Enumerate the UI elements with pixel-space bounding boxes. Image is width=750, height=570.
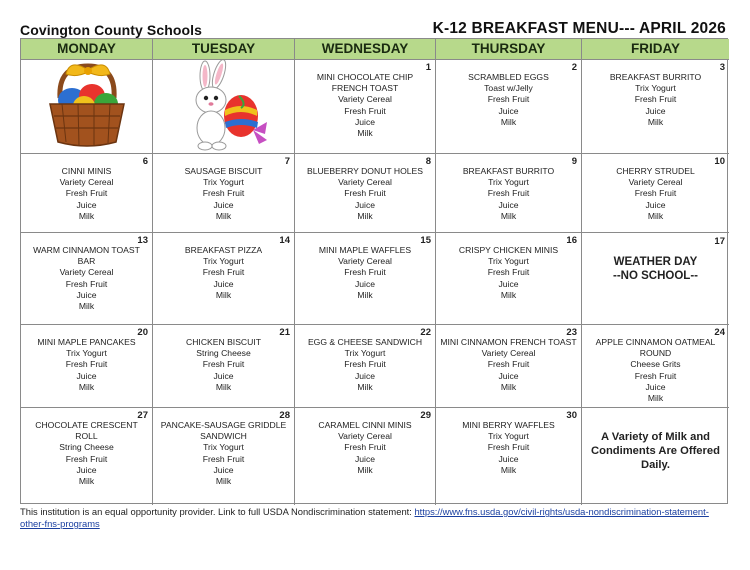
main-entree: BREAKFAST BURRITO <box>609 72 702 82</box>
menu-item: Juice <box>498 370 519 381</box>
menu-item: Fresh Fruit <box>487 359 530 370</box>
menu-item: Variety Cereal <box>338 431 392 442</box>
day-cell-27 <box>21 408 153 505</box>
menu-item: Juice <box>76 370 97 381</box>
menu-item: Fresh Fruit <box>65 453 108 464</box>
easter-bunny-icon <box>169 60 279 152</box>
menu-item: Trix Yogurt <box>635 83 676 94</box>
menu-item: Fresh Fruit <box>634 188 677 199</box>
menu-item: Juice <box>213 199 234 210</box>
menu-item: Variety Cereal <box>628 177 683 188</box>
menu-item: Fresh Fruit <box>202 453 245 464</box>
menu-item: Fresh Fruit <box>344 188 386 199</box>
day-number: 17 <box>714 236 725 247</box>
main-entree: CHICKEN BISCUIT <box>186 337 261 347</box>
day-number: 21 <box>279 327 290 338</box>
main-entree: APPLE CINNAMON OATMEAL ROUND <box>595 337 716 359</box>
menu-item: Juice <box>213 464 234 475</box>
menu-item: Trix Yogurt <box>203 256 244 267</box>
menu-item: Milk <box>215 289 232 300</box>
menu-item: Milk <box>215 476 232 487</box>
menu-item: Fresh Fruit <box>634 94 677 105</box>
menu-item: Juice <box>213 278 234 289</box>
main-entree: MINI MAPLE PANCAKES <box>37 337 136 347</box>
menu-item: Variety Cereal <box>59 267 114 278</box>
menu-item: Fresh Fruit <box>344 105 386 116</box>
menu-item: Fresh Fruit <box>487 188 530 199</box>
day-cell-16 <box>436 233 582 325</box>
main-entree: CARAMEL CINNI MINIS <box>318 420 412 430</box>
day-cell-1 <box>295 60 436 154</box>
day-number: 10 <box>714 156 725 167</box>
day-cell-24 <box>582 325 729 408</box>
menu-item: Trix Yogurt <box>203 442 244 453</box>
day-number: 28 <box>279 410 290 421</box>
day-number: 13 <box>137 235 148 246</box>
menu-item: Juice <box>645 199 666 210</box>
menu-item: Variety Cereal <box>338 256 392 267</box>
easter-bunny-cell <box>153 60 295 154</box>
menu-item: Milk <box>500 381 517 392</box>
menu-item: Milk <box>357 289 373 300</box>
usda-link[interactable]: https://www.fns.usda.gov/civil-rights/usda-nondiscrimination-statement-other-fns-programs <box>20 506 709 529</box>
menu-item: Milk <box>78 476 95 487</box>
menu-item: Fresh Fruit <box>487 267 530 278</box>
menu-item: Milk <box>647 393 664 404</box>
menu-item: Juice <box>498 453 519 464</box>
day-number: 24 <box>714 327 725 338</box>
main-entree: CHERRY STRUDEL <box>616 166 695 176</box>
day-header-monday: MONDAY <box>21 39 153 60</box>
menu-item: Milk <box>78 210 95 221</box>
day-number: 8 <box>425 156 431 167</box>
main-entree: WARM CINNAMON TOAST BAR <box>33 245 140 267</box>
day-cell-15 <box>295 233 436 325</box>
menu-item: Juice <box>354 453 376 464</box>
menu-item: Fresh Fruit <box>202 267 245 278</box>
menu-item: Milk <box>78 381 95 392</box>
menu-item: Cheese Grits <box>630 359 681 370</box>
note-text: A Variety of Milk and Condiments Are Offered Daily. <box>591 431 720 471</box>
easter-basket-icon <box>32 60 142 152</box>
menu-item: Trix Yogurt <box>344 348 386 359</box>
menu-item: Fresh Fruit <box>487 94 530 105</box>
main-entree: PANCAKE-SAUSAGE GRIDDLE SANDWICH <box>160 420 287 442</box>
day-cell-28 <box>153 408 295 505</box>
menu-item: String Cheese <box>196 348 251 359</box>
menu-item: Milk <box>500 210 517 221</box>
menu-item: Fresh Fruit <box>65 278 108 289</box>
day-number: 9 <box>571 156 577 167</box>
menu-item: Milk <box>357 464 373 475</box>
main-entree: MINI BERRY WAFFLES <box>462 420 555 430</box>
day-number: 27 <box>137 410 148 421</box>
menu-item: Juice <box>354 278 376 289</box>
day-cell-20 <box>21 325 153 408</box>
menu-item: Variety Cereal <box>59 177 114 188</box>
menu-item: Fresh Fruit <box>65 359 108 370</box>
menu-item: Juice <box>76 289 97 300</box>
day-number: 20 <box>137 327 148 338</box>
day-cell-2 <box>436 60 582 154</box>
menu-item: Fresh Fruit <box>65 188 108 199</box>
day-cell-9 <box>436 154 582 233</box>
menu-item: Milk <box>500 289 517 300</box>
easter-basket-cell <box>21 60 153 154</box>
menu-item: Milk <box>215 210 232 221</box>
day-cell-13 <box>21 233 153 325</box>
menu-item: Fresh Fruit <box>487 442 530 453</box>
menu-item: Milk <box>647 116 664 127</box>
main-entree: EGG & CHEESE SANDWICH <box>307 337 423 347</box>
menu-item: Variety Cereal <box>481 348 536 359</box>
weather-day-label: WEATHER DAY <box>613 256 698 268</box>
menu-item: Milk <box>78 301 95 312</box>
menu-item: Milk <box>500 464 517 475</box>
main-entree: MINI CINNAMON FRENCH TOAST <box>440 337 577 347</box>
menu-item: Fresh Fruit <box>202 359 245 370</box>
main-entree: BLUEBERRY DONUT HOLES <box>306 166 424 176</box>
day-header-tuesday: TUESDAY <box>153 39 295 60</box>
main-entree: CHOCOLATE CRESCENT ROLL <box>35 420 138 442</box>
day-cell-29 <box>295 408 436 505</box>
menu-item: Milk <box>357 381 373 392</box>
day-cell-30 <box>436 408 582 505</box>
menu-item: Juice <box>213 370 234 381</box>
day-cell-21 <box>153 325 295 408</box>
day-number: 22 <box>420 327 431 338</box>
day-header-thursday: THURSDAY <box>436 39 582 60</box>
menu-item: Juice <box>76 464 97 475</box>
menu-item: Milk <box>357 128 373 139</box>
menu-item: Juice <box>645 105 666 116</box>
menu-item: Trix Yogurt <box>488 177 529 188</box>
menu-item: Trix Yogurt <box>488 256 529 267</box>
day-number: 3 <box>719 62 725 73</box>
milk-condiments-note <box>582 408 729 505</box>
menu-item: Milk <box>500 116 517 127</box>
menu-item: Fresh Fruit <box>202 188 245 199</box>
menu-item: Trix Yogurt <box>66 348 107 359</box>
main-entree: MINI MAPLE WAFFLES <box>318 245 412 255</box>
day-cell-7 <box>153 154 295 233</box>
menu-item: Fresh Fruit <box>344 442 386 453</box>
day-number: 1 <box>425 62 431 73</box>
day-header-wednesday: WEDNESDAY <box>295 39 436 60</box>
main-entree: SAUSAGE BISCUIT <box>184 166 263 176</box>
menu-item: Milk <box>215 381 232 392</box>
main-entree: SCRAMBLED EGGS <box>468 72 549 82</box>
day-number: 2 <box>571 62 577 73</box>
day-number: 7 <box>284 156 290 167</box>
footer-text: This institution is an equal opportunity provider. Link to full USDA Nondiscrimination statement: <box>20 506 415 517</box>
day-cell-8 <box>295 154 436 233</box>
menu-item: Juice <box>498 199 519 210</box>
menu-item: Juice <box>354 370 376 381</box>
main-entree: CINNI MINIS <box>61 166 112 176</box>
day-cell-3 <box>582 60 729 154</box>
day-cell-22 <box>295 325 436 408</box>
menu-item: Juice <box>76 199 97 210</box>
day-number: 16 <box>566 235 577 246</box>
day-cell-17 <box>582 233 729 325</box>
menu-item: Toast w/Jelly <box>484 83 533 94</box>
menu-item: Juice <box>498 105 519 116</box>
day-header-friday: FRIDAY <box>582 39 729 60</box>
menu-item: Fresh Fruit <box>634 370 677 381</box>
day-number: 6 <box>142 156 148 167</box>
main-entree: CRISPY CHICKEN MINIS <box>458 245 559 255</box>
main-entree: BREAKFAST PIZZA <box>184 245 263 255</box>
menu-item: Trix Yogurt <box>203 177 244 188</box>
menu-item: Juice <box>354 116 376 127</box>
menu-item: String Cheese <box>59 442 114 453</box>
day-cell-6 <box>21 154 153 233</box>
menu-item: Variety Cereal <box>338 177 392 188</box>
menu-item: Juice <box>498 278 519 289</box>
menu-item: Variety Cereal <box>338 94 392 105</box>
menu-item: Fresh Fruit <box>344 267 386 278</box>
menu-item: Milk <box>357 210 373 221</box>
day-number: 29 <box>420 410 431 421</box>
calendar-grid <box>20 38 728 504</box>
day-number: 30 <box>566 410 577 421</box>
main-entree: MINI CHOCOLATE CHIP FRENCH TOAST <box>316 72 414 94</box>
menu-item: Juice <box>354 199 376 210</box>
day-number: 14 <box>279 235 290 246</box>
day-cell-10 <box>582 154 729 233</box>
district-name: Covington County Schools <box>20 22 203 38</box>
menu-item: Fresh Fruit <box>344 359 386 370</box>
menu-title: K-12 BREAKFAST MENU--- APRIL 2026 <box>432 20 726 37</box>
menu-item: Trix Yogurt <box>488 431 529 442</box>
day-number: 15 <box>420 235 431 246</box>
day-number: 23 <box>566 327 577 338</box>
menu-item: Juice <box>645 381 666 392</box>
no-school-label: --NO SCHOOL-- <box>613 270 698 282</box>
menu-item: Milk <box>647 210 664 221</box>
main-entree: BREAKFAST BURRITO <box>462 166 555 176</box>
footer-statement <box>20 506 732 530</box>
day-cell-14 <box>153 233 295 325</box>
day-cell-23 <box>436 325 582 408</box>
